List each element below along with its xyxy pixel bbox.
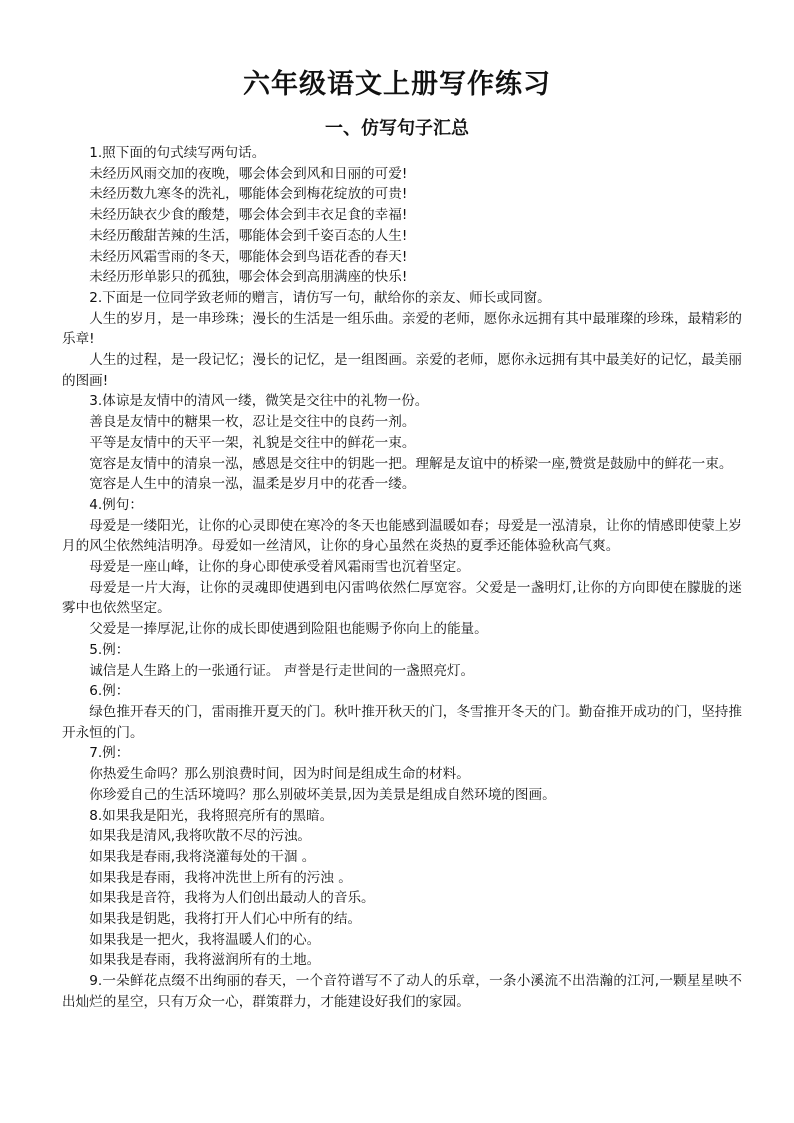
text-line: 未经历形单影只的孤独，哪会体会到高朋满座的快乐! bbox=[89, 269, 408, 286]
text-paragraph: 人生的过程，是一段记忆；漫长的记忆，是一组图画。亲爱的老师，愿你永远拥有其中最美好的记忆，最美丽的图画! bbox=[62, 352, 742, 389]
text-line: 未经历酸甜苦辣的生活，哪能体会到千姿百态的人生! bbox=[89, 227, 408, 244]
text-line: 你热爱生命吗？那么别浪费时间，因为时间是组成生命的材料。 bbox=[89, 766, 470, 783]
text-line: 未经历风霜雪雨的冬天，哪能体会到鸟语花香的春天! bbox=[89, 248, 408, 265]
text-line: 父爱是一捧厚泥,让你的成长即使遇到险阻也能赐予你向上的能量。 bbox=[89, 621, 488, 638]
text-line: 你珍爱自己的生活环境吗？那么别破坏美景,因为美景是组成自然环境的图画。 bbox=[89, 786, 556, 803]
text-line: 如果我是春雨，我将滋润所有的土地。 bbox=[89, 952, 321, 969]
question-8: 8.如果我是阳光，我将照亮所有的黑暗。 bbox=[89, 807, 334, 824]
question-1: 1.照下面的句式续写两句话。 bbox=[89, 145, 266, 161]
text-line: 母爱是一座山峰，让你的身心即使承受着风霜雨雪也沉着坚定。 bbox=[89, 559, 470, 576]
question-2: 2.下面是一位同学致老师的赠言，请仿写一句，献给你的亲友、师长或同窗。 bbox=[89, 289, 551, 306]
text-line: 善良是友情中的糖果一枚，忍让是交往中的良药一剂。 bbox=[89, 414, 416, 431]
text-line: 如果我是音符，我将为人们创出最动人的音乐。 bbox=[89, 890, 375, 907]
text-line: 如果我是一把火，我将温暖人们的心。 bbox=[89, 931, 321, 948]
question-9: 9.一朵鲜花点缀不出绚丽的春天，一个音符谱写不了动人的乐章，一条小溪流不出浩瀚的江河,一颗星星映不出灿烂的星空，只有万众一心，群策群力，才能建设好我们的家园。 bbox=[62, 973, 742, 1010]
text-line: 宽容是人生中的清泉一泓，温柔是岁月中的花香一缕。 bbox=[89, 476, 416, 493]
text-paragraph: 母爱是一缕阳光，让你的心灵即使在寒冷的冬天也能感到温暖如春；母爱是一泓清泉，让你的情感即使蒙上岁月的风尘依然纯洁明净。母爱如一丝清风，让你的身心虽然在炎热的夏季还能体验秋高气爽。 bbox=[62, 517, 742, 555]
text-line: 未经历风雨交加的夜晚，哪会体会到风和日丽的可爱! bbox=[89, 165, 408, 182]
text-line: 诚信是人生路上的一张通行证。 声誉是行走世间的一盏照亮灯。 bbox=[89, 662, 475, 679]
text-line: 未经历数九寒冬的洗礼，哪能体会到梅花绽放的可贵! bbox=[89, 186, 408, 203]
text-paragraph: 绿色推开春天的门，雷雨推开夏天的门。秋叶推开秋天的门，冬雪推开冬天的门。勤奋推开成功的门，坚持推开永恒的门。 bbox=[62, 703, 742, 741]
question-6: 6.例： bbox=[89, 683, 130, 700]
text-paragraph: 人生的岁月，是一串珍珠；漫长的生活是一组乐曲。亲爱的老师，愿你永远拥有其中最璀璨的珍珠，最精彩的乐章! bbox=[62, 310, 742, 348]
text-line: 如果我是春雨,我将浇灌每处的干涸 。 bbox=[89, 848, 316, 865]
text-line: 未经历缺衣少食的酸楚，哪会体会到丰衣足食的幸福! bbox=[89, 207, 408, 224]
question-4: 4.例句： bbox=[89, 496, 143, 513]
question-3: 3.体谅是友情中的清风一缕，微笑是交往中的礼物一份。 bbox=[89, 393, 429, 410]
section-heading: 一、仿写句子汇总 bbox=[325, 118, 469, 139]
page-title: 六年级语文上册写作练习 bbox=[243, 69, 551, 100]
text-line: 如果我是春雨，我将冲洗世上所有的污浊 。 bbox=[89, 869, 352, 886]
document-body bbox=[62, 143, 742, 1013]
text-line: 平等是友情中的天平一架，礼貌是交往中的鲜花一束。 bbox=[89, 434, 416, 451]
text-paragraph: 宽容是友情中的清泉一泓，感恩是交往中的钥匙一把。理解是友谊中的桥梁一座,赞赏是鼓励中的鲜花一束。 bbox=[89, 455, 733, 472]
text-line: 如果我是钥匙，我将打开人们心中所有的结。 bbox=[89, 911, 362, 928]
question-5: 5.例： bbox=[89, 641, 130, 658]
text-line: 如果我是清风,我将吹散不尽的污浊。 bbox=[89, 828, 312, 845]
text-paragraph: 母爱是一片大海，让你的灵魂即使遇到电闪雷鸣依然仁厚宽容。父爱是一盏明灯,让你的方向即使在朦胧的迷雾中也依然坚定。 bbox=[62, 579, 742, 617]
question-7: 7.例： bbox=[89, 745, 130, 762]
